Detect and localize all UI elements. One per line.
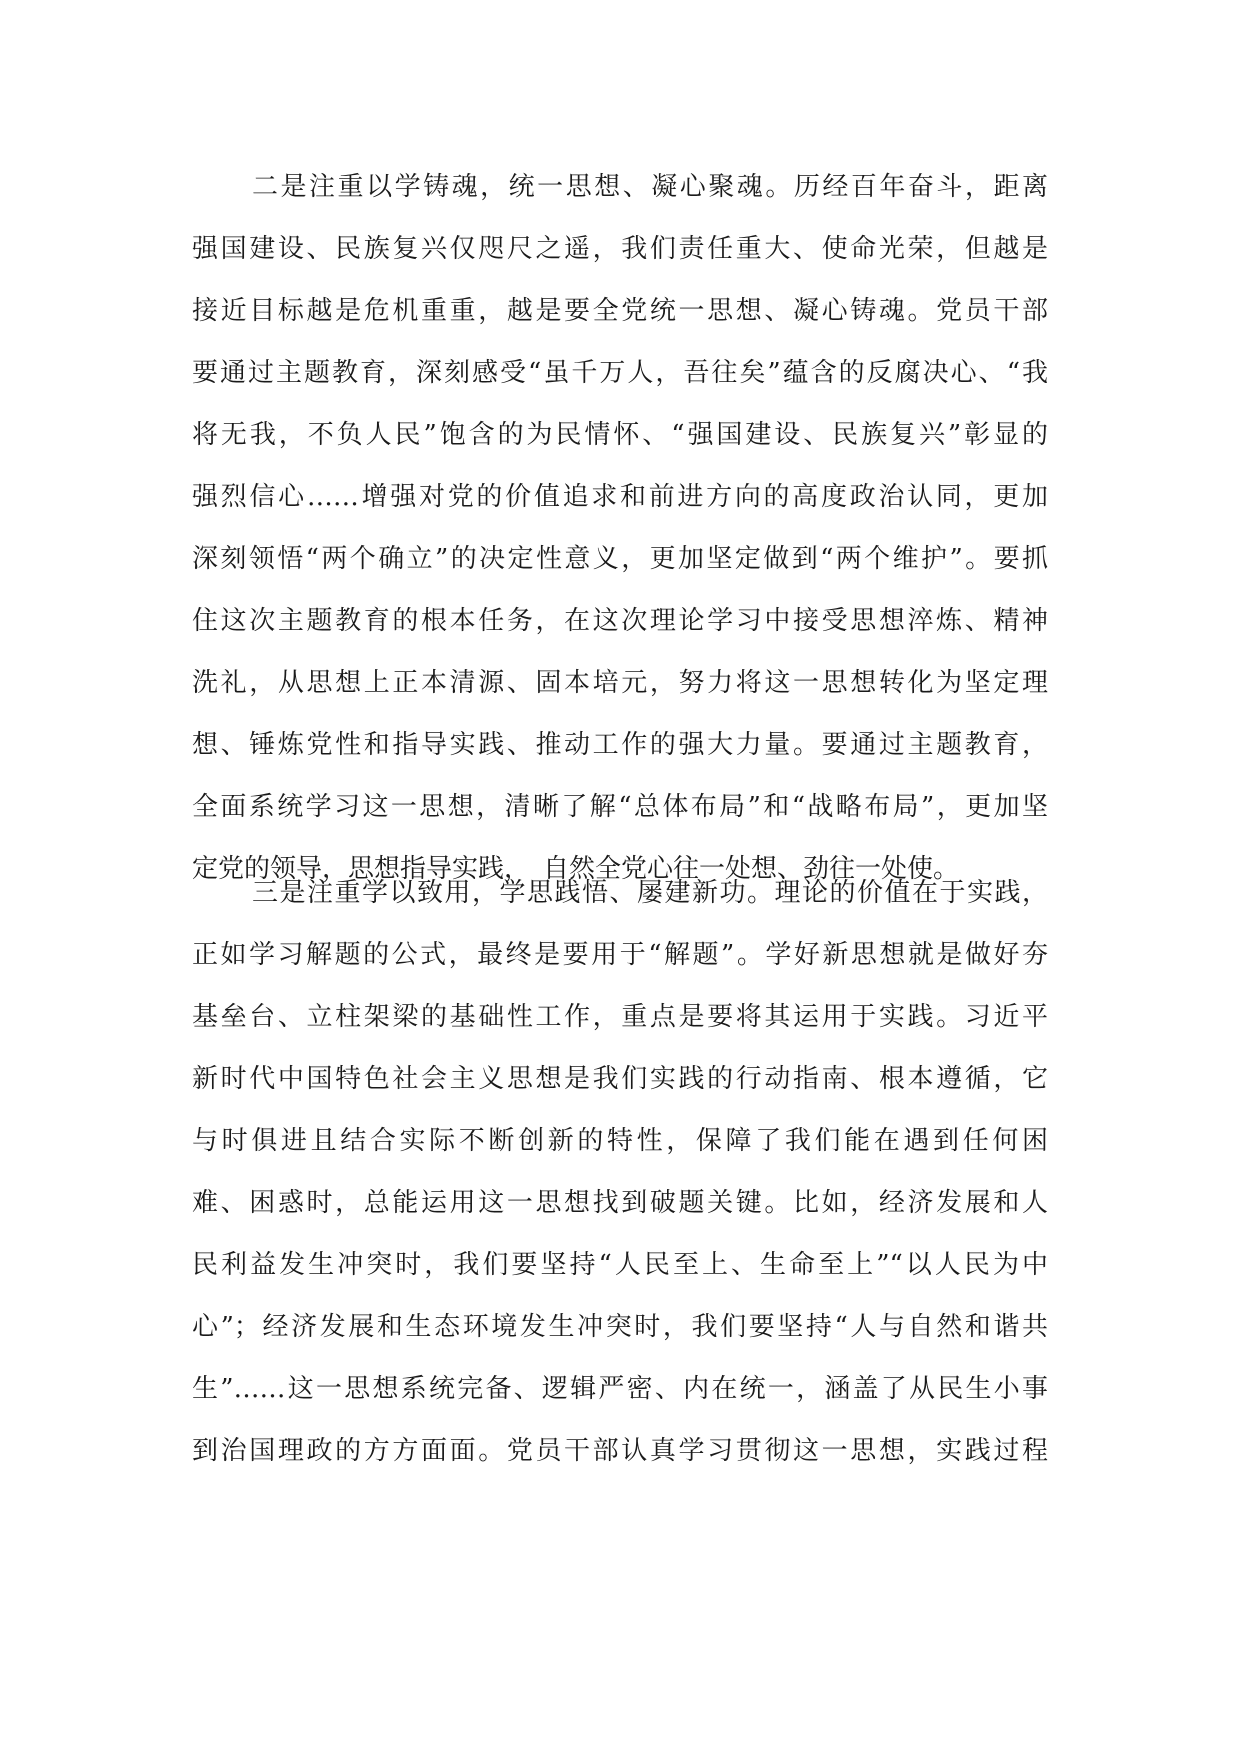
- paragraph-line: 定党的领导，思想指导实践， 自然全党心往一处想、劲往一处使。: [192, 854, 960, 884]
- paragraph-line: 心”；经济发展和生态环境发生冲突时，我们要坚持“人与自然和谐共: [192, 1312, 1048, 1342]
- paragraph-line: 接近目标越是危机重重，越是要全党统一思想、凝心铸魂。党员干部: [192, 296, 1048, 326]
- paragraph-line: 想、锤炼党性和指导实践、推动工作的强大力量。要通过主题教育，: [192, 730, 1048, 760]
- paragraph-study-to-forge-soul: [192, 156, 1048, 900]
- paragraph-line: 生”……这一思想系统完备、逻辑严密、内在统一，涵盖了从民生小事: [192, 1374, 1048, 1404]
- paragraph-line: 与时俱进且结合实际不断创新的特性，保障了我们能在遇到任何困: [192, 1126, 1048, 1156]
- paragraph-apply-learning: [192, 862, 1048, 1482]
- paragraph-line: 难、困惑时，总能运用这一思想找到破题关键。比如，经济发展和人: [192, 1188, 1048, 1218]
- paragraph-line: 将无我，不负人民”饱含的为民情怀、“强国建设、民族复兴”彰显的: [192, 420, 1048, 450]
- paragraph-line: 全面系统学习这一思想，清晰了解“总体布局”和“战略布局”，更加坚: [192, 792, 1048, 822]
- paragraph-line: 洗礼，从思想上正本清源、固本培元，努力将这一思想转化为坚定理: [192, 668, 1048, 698]
- paragraph-line: 新时代中国特色社会主义思想是我们实践的行动指南、根本遵循，它: [192, 1064, 1048, 1094]
- paragraph-line: 正如学习解题的公式，最终是要用于“解题”。学好新思想就是做好夯: [192, 940, 1048, 970]
- paragraph-line: 到治国理政的方方面面。党员干部认真学习贯彻这一思想，实践过程: [192, 1436, 1048, 1466]
- paragraph-line: 民利益发生冲突时，我们要坚持“人民至上、生命至上”“以人民为中: [192, 1250, 1048, 1280]
- paragraph-line: 住这次主题教育的根本任务，在这次理论学习中接受思想淬炼、精神: [192, 606, 1048, 636]
- paragraph-line: 强烈信心……增强对党的价值追求和前进方向的高度政治认同，更加: [192, 482, 1048, 512]
- paragraph-line: 要通过主题教育，深刻感受“虽千万人，吾往矣”蕴含的反腐决心、“我: [192, 358, 1048, 388]
- paragraph-line: 基垒台、立柱架梁的基础性工作，重点是要将其运用于实践。习近平: [192, 1002, 1048, 1032]
- paragraph-line: 二是注重以学铸魂，统一思想、凝心聚魂。历经百年奋斗，距离: [252, 172, 1048, 202]
- paragraph-line: 强国建设、民族复兴仅咫尺之遥，我们责任重大、使命光荣，但越是: [192, 234, 1048, 264]
- paragraph-line: 三是注重学以致用，学思践悟、屡建新功。理论的价值在于实践，: [252, 878, 1048, 908]
- paragraph-line: 深刻领悟“两个确立”的决定性意义，更加坚定做到“两个维护”。要抓: [192, 544, 1048, 574]
